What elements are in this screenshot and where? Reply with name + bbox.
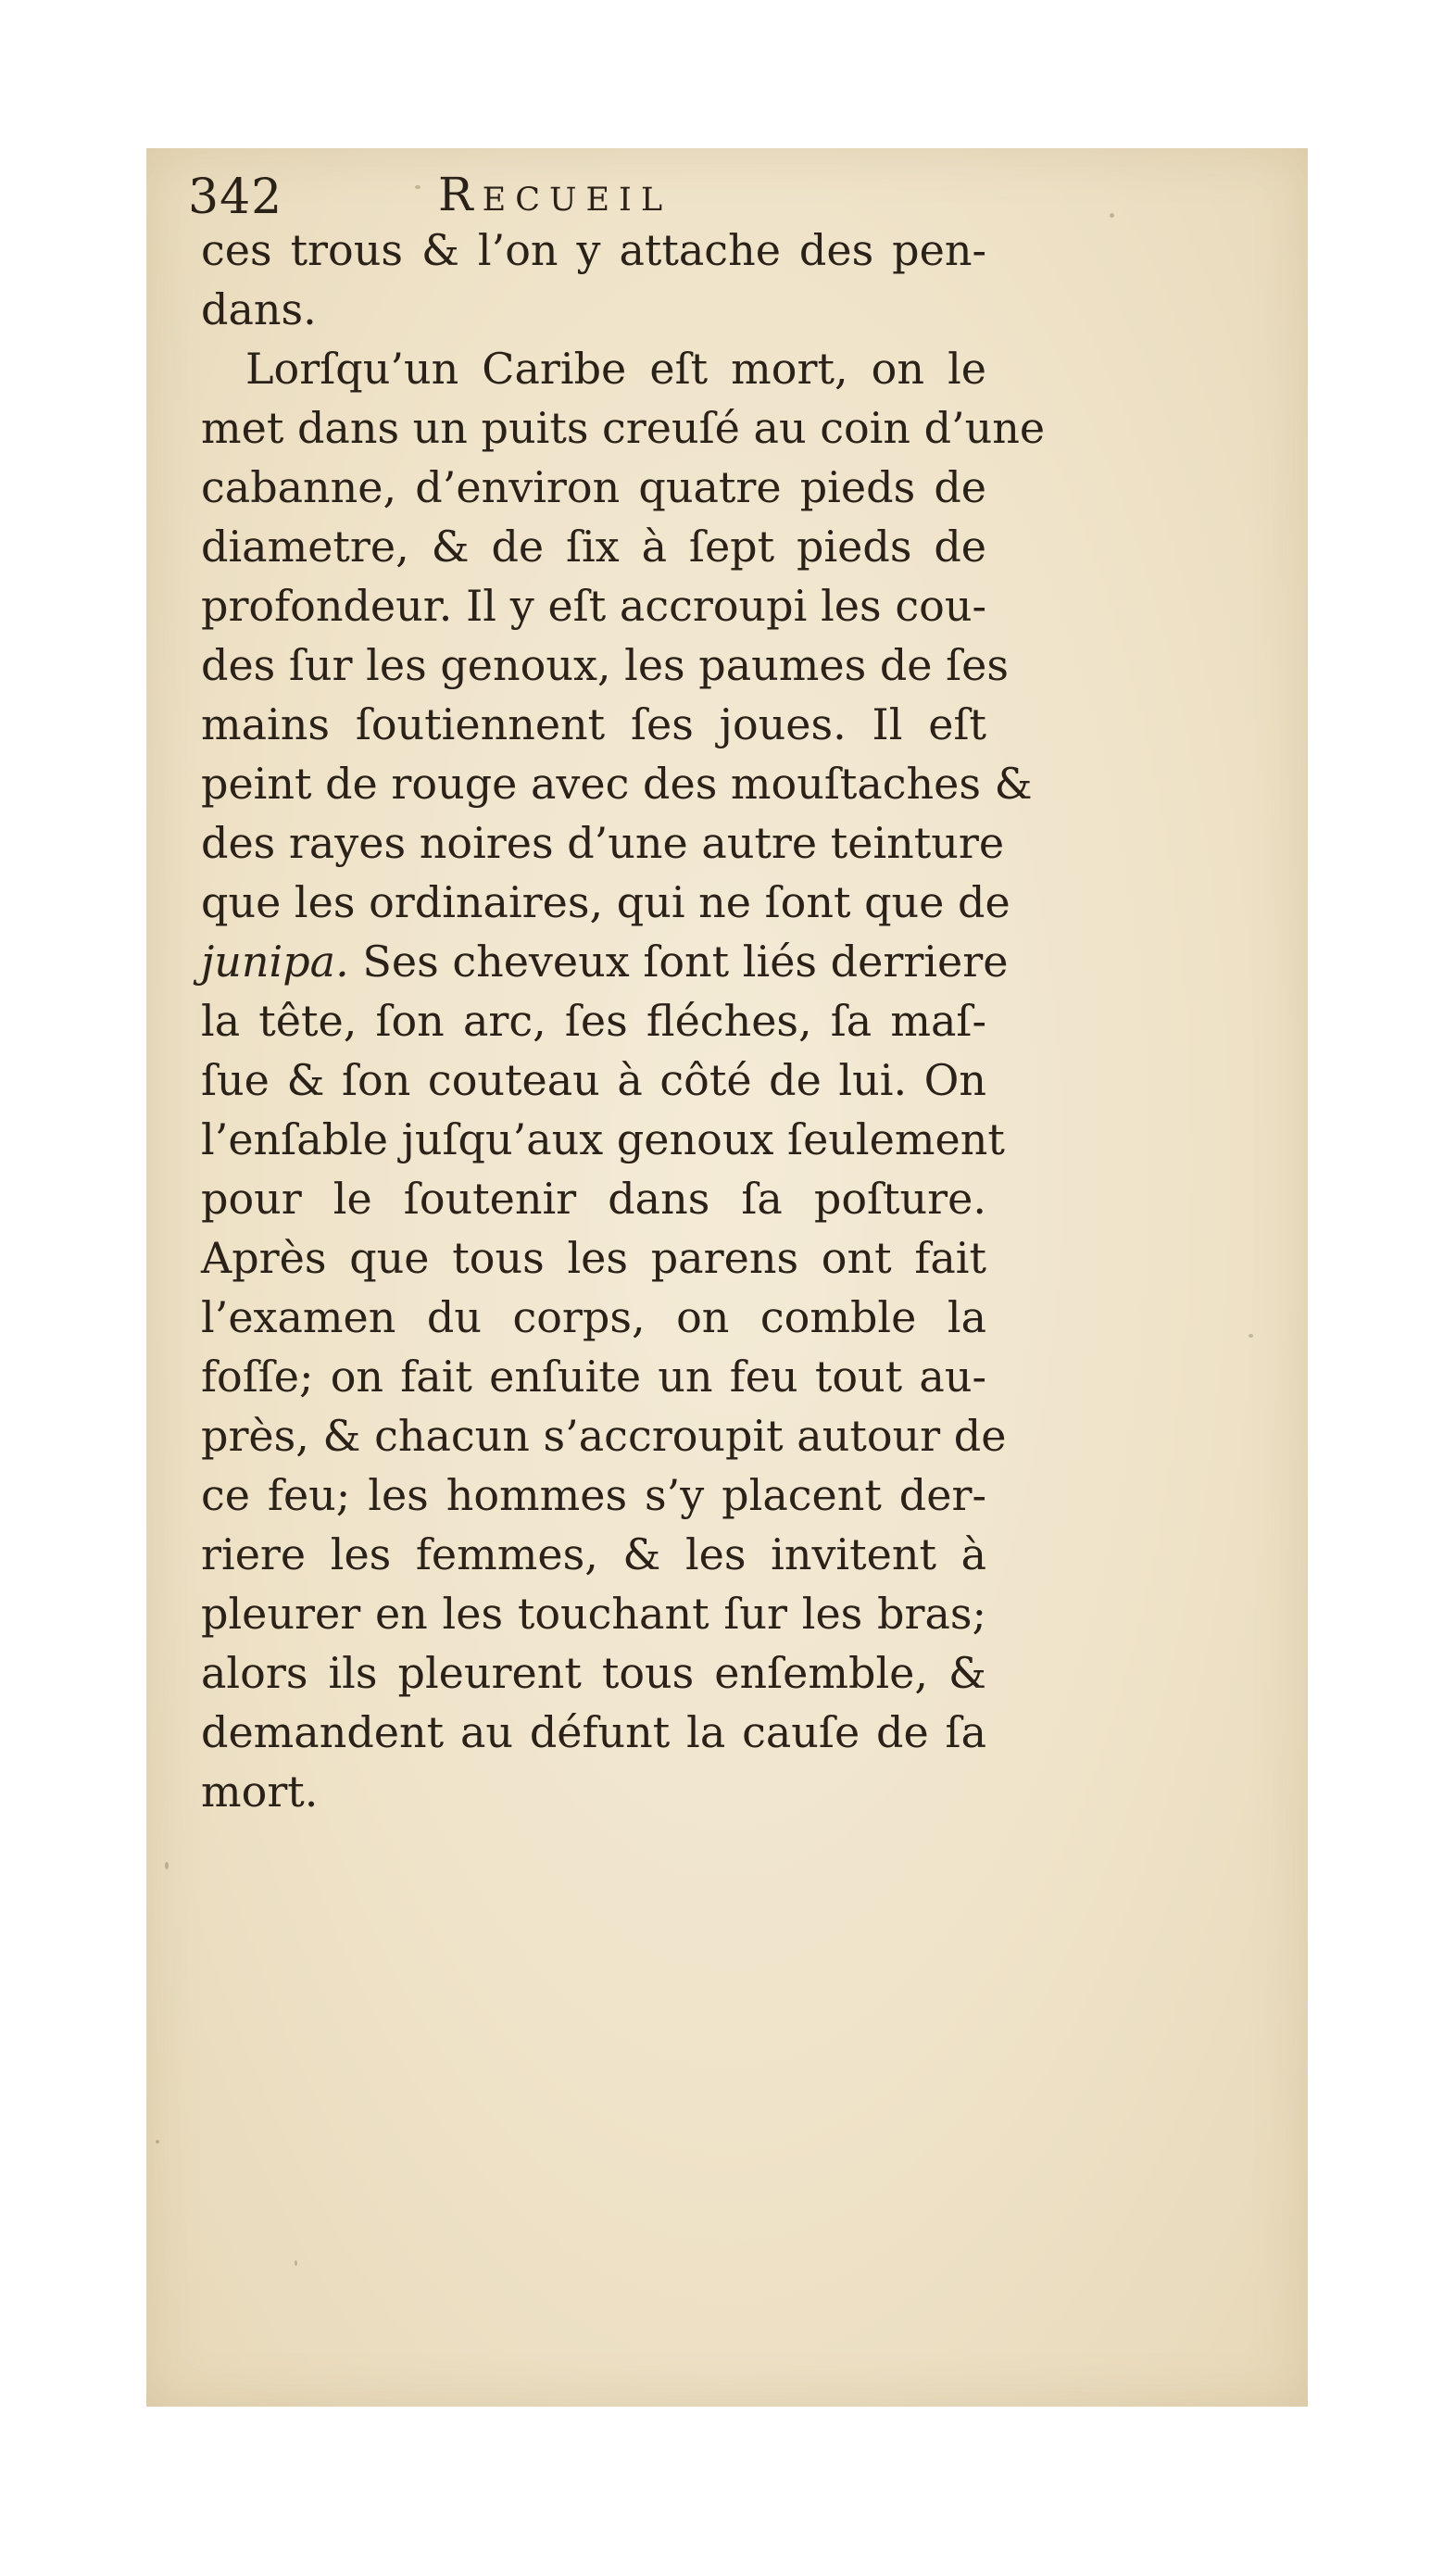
text-line: alors ils pleurent tous enſemble, & bbox=[201, 1648, 986, 1698]
paper-speck bbox=[165, 1862, 169, 1869]
text-line: Après que tous les parens ont fait bbox=[201, 1233, 986, 1283]
italic-word: junipa. bbox=[201, 937, 349, 987]
paper-speck bbox=[1110, 213, 1114, 218]
page-number: 342 bbox=[188, 170, 283, 225]
text-line: pleurer en les touchant ſur les bras; bbox=[201, 1589, 986, 1639]
text-line: foſſe; on fait enſuite un feu tout au- bbox=[201, 1352, 986, 1402]
text-line: que les ordinaires, qui ne ſont que de bbox=[201, 877, 1010, 927]
text-line: peint de rouge avec des mouſtaches & bbox=[201, 759, 1033, 809]
text-line: l’examen du corps, on comble la bbox=[201, 1292, 986, 1342]
text-line: dans. bbox=[201, 284, 317, 334]
paper-speck bbox=[1249, 1334, 1253, 1338]
body-text bbox=[201, 220, 1046, 1821]
text-line: ces trous & l’on y attache des pen- bbox=[201, 225, 986, 275]
text-line: cabanne, d’environ quatre pieds de bbox=[201, 462, 986, 512]
paper-speck bbox=[295, 2260, 297, 2266]
text-line bbox=[201, 932, 1009, 991]
text-line: riere les femmes, & les invitent à bbox=[201, 1529, 986, 1579]
text-line: pour le ſoutenir dans ſa poſture. bbox=[201, 1174, 986, 1224]
text-line: des rayes noires d’une autre teinture bbox=[201, 818, 1005, 868]
text-line: des ſur les genoux, les paumes de ſes bbox=[201, 640, 1010, 690]
text-line: mort. bbox=[201, 1767, 319, 1817]
text-line: mains ſoutiennent ſes joues. Il eſt bbox=[201, 699, 986, 749]
text-line: la tête, ſon arc, ſes fléches, ſa maſ- bbox=[201, 996, 986, 1046]
text-line: profondeur. Il y eſt accroupi les cou- bbox=[201, 581, 986, 631]
running-head: Recueil bbox=[438, 168, 672, 221]
text-line: Lorſqu’un Caribe eſt mort, on le bbox=[245, 344, 986, 394]
text-line: l’enſable juſqu’aux genoux ſeulement bbox=[201, 1114, 1005, 1164]
line-rest: Ses cheveux ſont liés derriere bbox=[348, 937, 1009, 987]
text-line: près, & chacun s’accroupit autour de bbox=[201, 1411, 1007, 1461]
text-line: ſue & ſon couteau à côté de lui. On bbox=[201, 1055, 986, 1105]
paper-speck bbox=[156, 2140, 159, 2144]
text-line: demandent au défunt la cauſe de ſa bbox=[201, 1707, 986, 1757]
text-line: diametre, & de ſix à ſept pieds de bbox=[201, 522, 986, 572]
text-line: ce feu; les hommes s’y placent der- bbox=[201, 1470, 986, 1520]
text-line: met dans un puits creuſé au coin d’une bbox=[201, 403, 1046, 453]
